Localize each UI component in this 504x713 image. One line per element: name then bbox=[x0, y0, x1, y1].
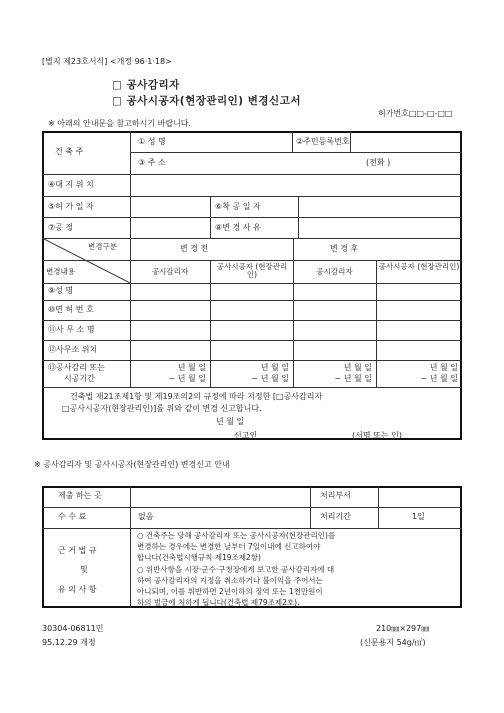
owner-address-field[interactable] bbox=[205, 155, 355, 171]
start-date-field[interactable] bbox=[302, 199, 458, 215]
dept-label: 처리부서 bbox=[320, 491, 351, 500]
process-label: ⑦공 정 bbox=[48, 223, 74, 232]
period-before-supervisor-start[interactable]: 년 월 일 bbox=[177, 363, 206, 372]
period-before-contractor-end[interactable]: ~ 년 월 일 bbox=[251, 374, 289, 383]
note1-line1: ○ 건축주는 당해 공사감리자 또는 공사시공자(현장관리인)를 bbox=[137, 531, 336, 540]
after-supervisor-col: 공시감리자 bbox=[316, 267, 353, 276]
change-reason-label: ⑧변 경 사 유 bbox=[215, 223, 261, 232]
note2-line3: 아니되며, 이를 위반하면 2년이하의 징역 또는 1천만원이 bbox=[137, 587, 323, 596]
start-date-label: ⑥착 공 일 자 bbox=[215, 202, 261, 211]
permit-number: 허가번호□□-□-□□ bbox=[378, 109, 453, 118]
owner-section-label: 건 축 주 bbox=[55, 147, 84, 156]
period-label: 처리기간 bbox=[320, 512, 351, 521]
owner-id-label: ②주민등록번호 bbox=[296, 137, 350, 146]
row-license-label: ⑩면 허 번 호 bbox=[48, 305, 94, 314]
change-type-label: 변경구분 bbox=[88, 242, 117, 251]
period-before-contractor-start[interactable]: 년 월 일 bbox=[260, 363, 289, 372]
fee-value: 없음 bbox=[138, 512, 154, 521]
declaration-line2: □공사시공자(현장관리인)]를 위와 같이 변경 신고합니다. bbox=[62, 404, 262, 413]
row-period-label-1: ⑬공사감리 또는 bbox=[48, 363, 105, 372]
owner-address-label: ③ 주 소 bbox=[138, 158, 166, 167]
period-after-supervisor-start[interactable]: 년 월 일 bbox=[343, 363, 372, 372]
period-after-supervisor-end[interactable]: ~ 년 월 일 bbox=[334, 374, 372, 383]
row-office-name-label: ⑪사 무 소 명 bbox=[48, 325, 95, 334]
declaration-line1: 건축법 제21조제1항 및 제19조의2의 규정에 따라 지정한 [□공사감리자 bbox=[70, 392, 323, 401]
form-title-line2: □ 공사시공자(현장관리인) 변경신고서 bbox=[112, 95, 301, 107]
guide-title: ※ 공사감리자 및 공사시공자(현장관리인) 변경신고 안내 bbox=[34, 460, 230, 469]
note2-line2: 하여 공사감리자의 지정을 취소하거나 불이익을 주어서는 bbox=[137, 576, 323, 585]
process-field[interactable] bbox=[134, 220, 206, 236]
row-name-label: ⑨성 명 bbox=[48, 286, 74, 295]
row-period-label-2: 시공기간 bbox=[64, 374, 95, 383]
period-after-contractor-start[interactable]: 년 월 일 bbox=[429, 363, 458, 372]
period-value: 1일 bbox=[412, 512, 425, 521]
after-contractor-col: 공사시공자 (현장관리인) bbox=[378, 262, 460, 271]
owner-id-field[interactable] bbox=[353, 134, 459, 150]
footer-size: 210㎜×297㎜ bbox=[376, 624, 430, 633]
note1-line3: 합니다(건축법시행규칙 제19조제2항) bbox=[137, 553, 261, 562]
permit-date-field[interactable] bbox=[134, 199, 206, 215]
owner-name-label: ① 성 명 bbox=[138, 137, 166, 146]
note2-line4: 하의 벌금에 처하게 됩니다(건축법 제79조제2호). bbox=[137, 598, 300, 607]
row-office-location-label: ⑫사무소 위치 bbox=[48, 345, 98, 354]
fee-label: 수 수 료 bbox=[58, 512, 87, 521]
legal-label-3: 유 의 사 항 bbox=[58, 585, 97, 594]
site-location-field[interactable] bbox=[134, 177, 458, 193]
owner-name-field[interactable] bbox=[205, 134, 289, 150]
site-location-label: ④대 지 위 치 bbox=[48, 180, 94, 189]
declaration-date[interactable]: 년 월 일 bbox=[216, 417, 245, 426]
before-contractor-col: 공사시공자 (현장관리인) bbox=[216, 262, 288, 280]
note2-line1: ○ 위반사항을 시장·군수·구청장에게 보고한 공사감리자에 대 bbox=[137, 565, 335, 574]
form-number: [별지 제23호서식] <개정 96·1·18> bbox=[42, 57, 172, 66]
reporter-label: 신고인 bbox=[234, 431, 258, 440]
after-label: 변 경 후 bbox=[330, 244, 359, 253]
owner-phone-label: (전화 ) bbox=[366, 158, 391, 167]
period-after-contractor-end[interactable]: ~ 년 월 일 bbox=[420, 374, 458, 383]
before-label: 변 경 전 bbox=[180, 244, 209, 253]
submit-to-label: 제출 하는 곳 bbox=[58, 491, 102, 500]
period-before-supervisor-end[interactable]: ~ 년 월 일 bbox=[168, 374, 206, 383]
permit-date-label: ⑤허 가 일 자 bbox=[48, 202, 94, 211]
form-title-line1: □ 공사감리자 bbox=[112, 79, 180, 91]
legal-label-2: 및 bbox=[80, 565, 88, 574]
signature-label[interactable]: (서명 또는 인) bbox=[352, 431, 402, 440]
instruction-text: ※ 아래의 안내문을 참고하시기 바랍니다. bbox=[48, 119, 192, 128]
change-content-label: 변경내용 bbox=[46, 267, 75, 276]
note1-line2: 변경하는 경우에는 변경한 날부터 7일이내에 신고하여야 bbox=[137, 542, 321, 551]
before-supervisor-col: 공시감리자 bbox=[151, 267, 189, 276]
legal-label-1: 근 거 법 규 bbox=[58, 546, 97, 555]
change-reason-field[interactable] bbox=[302, 220, 458, 236]
footer-paper: (신문용지 54g/㎡) bbox=[360, 638, 426, 647]
footer-date: 95.12.29 개정 bbox=[42, 638, 96, 647]
footer-code: 30304-06811민 bbox=[42, 624, 104, 633]
